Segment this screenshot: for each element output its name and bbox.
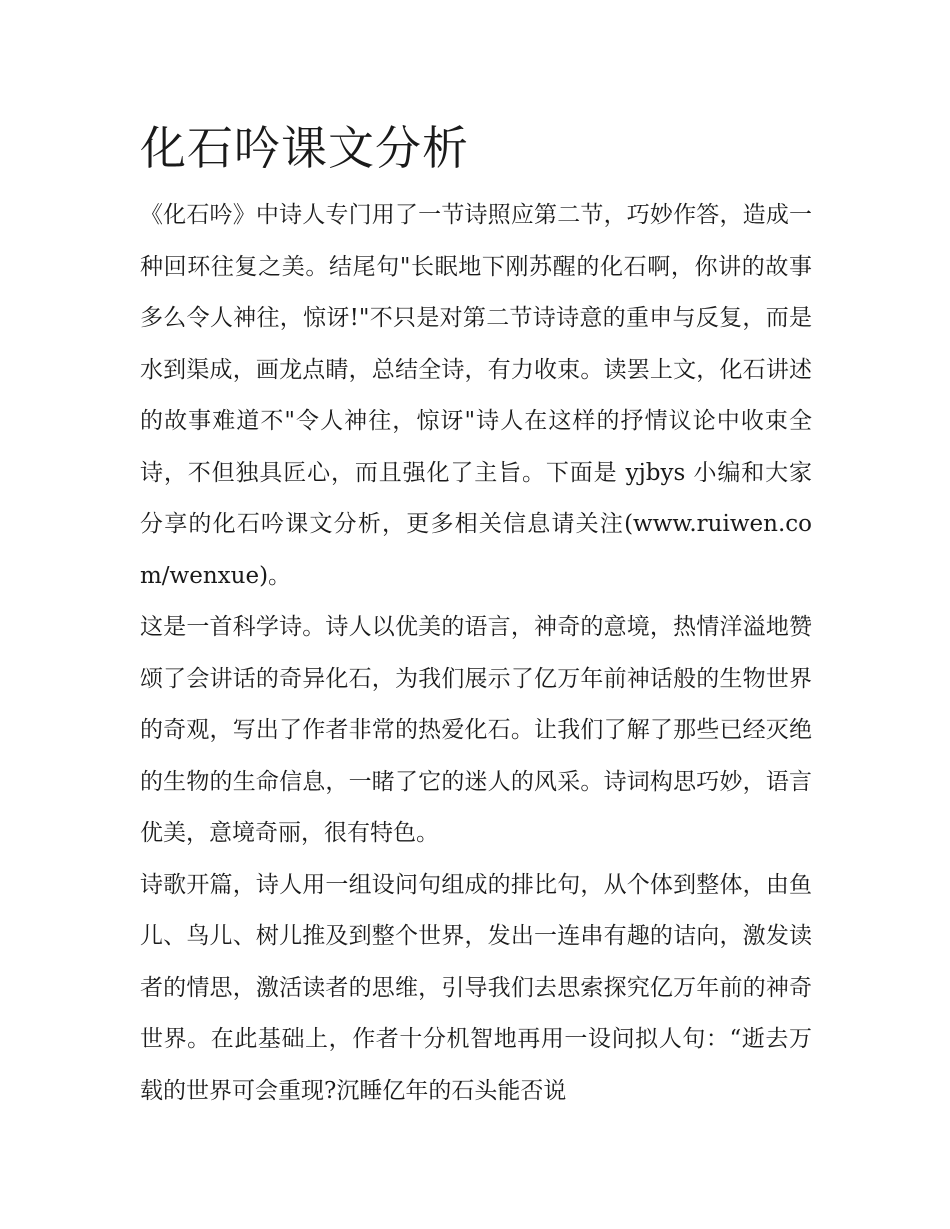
- document-page: [140, 112, 812, 1117]
- paragraph-summary: 这是一首科学诗。诗人以优美的语言，神奇的意境，热情洋溢地赞颂了会讲话的奇异化石，为我们展示了亿万年前神话般的生物世界的奇观，写出了作者非常的热爱化石。让我们了解了那些已经灭绝的生物的生命信息，一睹了它的迷人的风采。诗词构思巧妙，语言优美，意境奇丽，很有特色。: [140, 614, 812, 846]
- paragraph-opening-analysis: 诗歌开篇，诗人用一组设问句组成的排比句，从个体到整体，由鱼儿、鸟儿、树儿推及到整个世界，发出一连串有趣的诘向，激发读者的情思，激活读者的思维，引导我们去思索探究亿万年前的神奇世界。在此基础上，作者十分机智地再用一设问拟人句：“逝去万载的世界可会重现?沉睡亿年的石头能否说: [140, 871, 812, 1104]
- paragraph-intro: 《化石吟》中诗人专门用了一节诗照应第二节，巧妙作答，造成一种回环往复之美。结尾句"长眠地下刚苏醒的化石啊，你讲的故事多么令人神往，惊讶!"不只是对第二节诗诗意的重申与反复，而是水到渠成，画龙点睛，总结全诗，有力收束。读罢上文，化石讲述的故事难道不"令人神往，惊讶"诗人在这样的抒情议论中收束全诗，不但独具匠心，而且强化了主旨。下面是 yjbys 小编和大家分享的化石吟课文分析，更多相关信息请关注(www.ruiwen.com/wenxue)。: [140, 202, 812, 589]
- page-title: 化石吟课文分析: [140, 121, 469, 175]
